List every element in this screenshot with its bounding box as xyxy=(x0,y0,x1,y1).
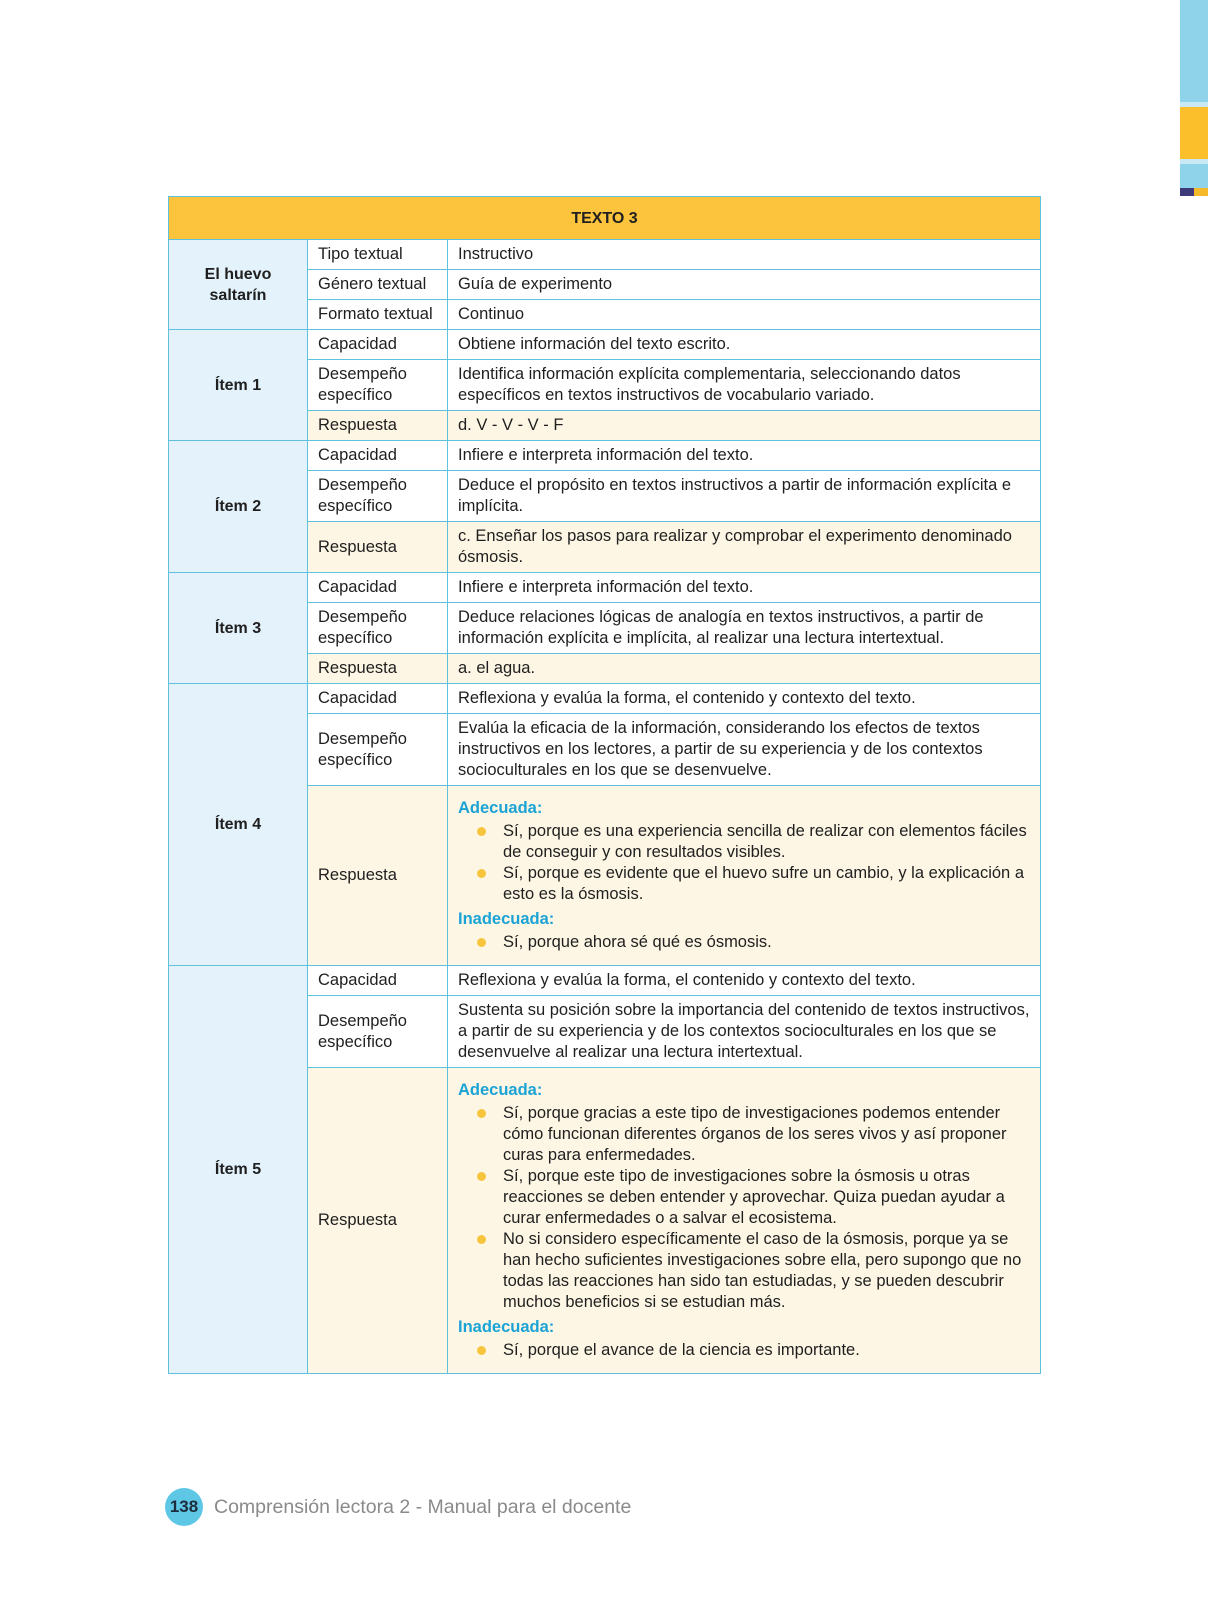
item-title: Ítem 4 xyxy=(169,684,308,966)
capacidad-value: Infiere e interpreta información del texto. xyxy=(448,441,1041,471)
list-item: Sí, porque es una experiencia sencilla de realizar con elementos fáciles de conseguir y con resultados visibles. xyxy=(503,821,1030,863)
evaluation-table xyxy=(168,196,1041,1374)
edge-tab-cyan-top xyxy=(1180,0,1208,102)
edge-mark-gold xyxy=(1194,188,1208,196)
adecuada-list xyxy=(458,1103,1030,1313)
inadecuada-heading: Inadecuada: xyxy=(458,1318,555,1336)
page-number: 138 xyxy=(165,1488,203,1526)
text-title: El huevo saltarín xyxy=(169,240,308,330)
edge-color-mark xyxy=(1180,188,1208,196)
row-value: Guía de experimento xyxy=(448,270,1041,300)
table-row xyxy=(169,330,1041,360)
respuesta-label: Respuesta xyxy=(308,522,448,573)
list-item: Sí, porque ahora sé qué es ósmosis. xyxy=(503,932,1030,953)
inadecuada-list xyxy=(458,932,1030,953)
row-value: Instructivo xyxy=(448,240,1041,270)
list-item: Sí, porque gracias a este tipo de investigaciones podemos entender cómo funcionan diferentes órganos de los seres vivos y así proponer curas para enfermedades. xyxy=(503,1103,1030,1166)
capacidad-value: Reflexiona y evalúa la forma, el contenido y contexto del texto. xyxy=(448,966,1041,996)
edge-tab-cyan-bottom xyxy=(1180,164,1208,188)
respuesta-label: Respuesta xyxy=(308,786,448,966)
item-title: Ítem 3 xyxy=(169,573,308,684)
row-label: Género textual xyxy=(308,270,448,300)
capacidad-label: Capacidad xyxy=(308,684,448,714)
table-header: TEXTO 3 xyxy=(169,197,1041,240)
desempeno-label: Desempeño específico xyxy=(308,996,448,1068)
respuesta-label: Respuesta xyxy=(308,654,448,684)
item-title: Ítem 1 xyxy=(169,330,308,441)
capacidad-label: Capacidad xyxy=(308,441,448,471)
page-footer xyxy=(165,1488,631,1526)
adecuada-heading: Adecuada: xyxy=(458,1081,543,1099)
list-item: Sí, porque este tipo de investigaciones sobre la ósmosis u otras reacciones se deben entender y aprovechar. Quiza puedan ayudar a curar enfermedades o a salvar el ecosistema. xyxy=(503,1166,1030,1229)
item-title: Ítem 5 xyxy=(169,966,308,1374)
item-title: Ítem 2 xyxy=(169,441,308,573)
list-item: Sí, porque el avance de la ciencia es importante. xyxy=(503,1340,1030,1361)
table-row xyxy=(169,441,1041,471)
respuesta-value: d. V - V - V - F xyxy=(448,411,1041,441)
adecuada-list xyxy=(458,821,1030,905)
respuesta-value xyxy=(448,786,1041,966)
desempeno-label: Desempeño específico xyxy=(308,714,448,786)
desempeno-value: Deduce relaciones lógicas de analogía en textos instructivos, a partir de información explícita e implícita, al realizar una lectura intertextual. xyxy=(448,603,1041,654)
desempeno-label: Desempeño específico xyxy=(308,360,448,411)
desempeno-value: Evalúa la eficacia de la información, considerando los efectos de textos instructivos en los lectores, a partir de su experiencia y de los contextos socioculturales en los que se desenvuelve. xyxy=(448,714,1041,786)
row-label: Tipo textual xyxy=(308,240,448,270)
list-item: Sí, porque es evidente que el huevo sufre un cambio, y la explicación a esto es la ósmosis. xyxy=(503,863,1030,905)
desempeno-label: Desempeño específico xyxy=(308,603,448,654)
respuesta-value: c. Enseñar los pasos para realizar y comprobar el experimento denominado ósmosis. xyxy=(448,522,1041,573)
desempeno-value: Sustenta su posición sobre la importancia del contenido de textos instructivos, a partir de su experiencia y de los contextos socioculturales en los que se desenvuelve al realizar una lectura intertextual. xyxy=(448,996,1041,1068)
list-item: No si considero específicamente el caso de la ósmosis, porque ya se han hecho suficientes investigaciones sobre ella, pero supongo que no todas las reacciones han sido tan estudiadas, y se pueden descubrir muchos beneficios si se estudian más. xyxy=(503,1229,1030,1313)
table-header-row xyxy=(169,197,1041,240)
table-row xyxy=(169,240,1041,270)
respuesta-label: Respuesta xyxy=(308,1068,448,1374)
row-label: Formato textual xyxy=(308,300,448,330)
capacidad-label: Capacidad xyxy=(308,330,448,360)
capacidad-value: Obtiene información del texto escrito. xyxy=(448,330,1041,360)
desempeno-value: Identifica información explícita complementaria, seleccionando datos específicos en textos instructivos de vocabulario variado. xyxy=(448,360,1041,411)
desempeno-value: Deduce el propósito en textos instructivos a partir de información explícita e implícita. xyxy=(448,471,1041,522)
respuesta-value: a. el agua. xyxy=(448,654,1041,684)
edge-tab-yellow xyxy=(1180,107,1208,159)
row-value: Continuo xyxy=(448,300,1041,330)
desempeno-label: Desempeño específico xyxy=(308,471,448,522)
table-row xyxy=(169,966,1041,996)
table-row xyxy=(169,684,1041,714)
respuesta-label: Respuesta xyxy=(308,411,448,441)
table-row xyxy=(169,573,1041,603)
inadecuada-heading: Inadecuada: xyxy=(458,910,555,928)
capacidad-label: Capacidad xyxy=(308,966,448,996)
adecuada-heading: Adecuada: xyxy=(458,799,543,817)
edge-mark-navy xyxy=(1180,188,1194,196)
capacidad-label: Capacidad xyxy=(308,573,448,603)
respuesta-value xyxy=(448,1068,1041,1374)
book-title: Comprensión lectora 2 - Manual para el docente xyxy=(214,1495,632,1518)
capacidad-value: Reflexiona y evalúa la forma, el contenido y contexto del texto. xyxy=(448,684,1041,714)
capacidad-value: Infiere e interpreta información del texto. xyxy=(448,573,1041,603)
inadecuada-list xyxy=(458,1340,1030,1361)
